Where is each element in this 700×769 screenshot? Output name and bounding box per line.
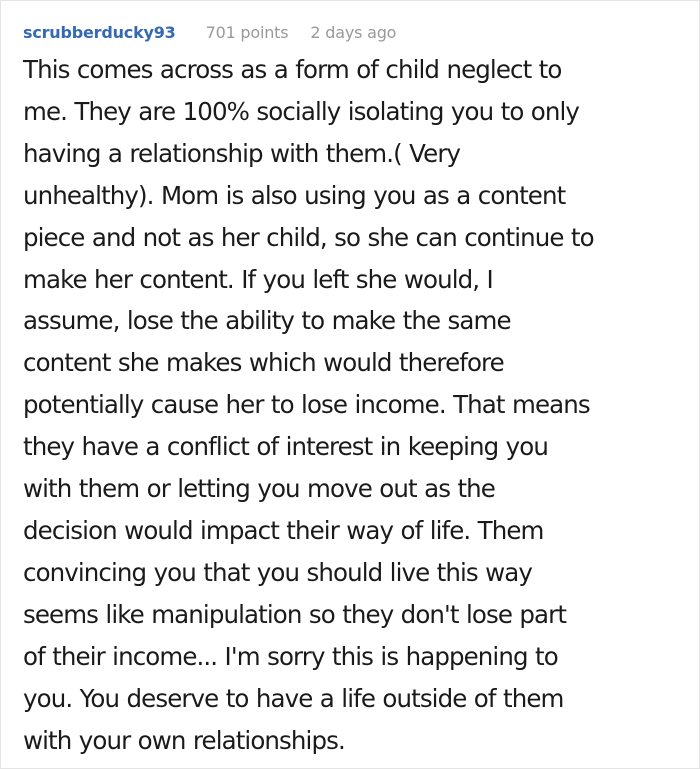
- comment-line: convincing you that you should live this way: [23, 557, 532, 587]
- comment-meta: [23, 20, 396, 44]
- comment-line: content she makes which would therefore: [23, 348, 504, 378]
- comment-username-link[interactable]: scrubberducky93: [23, 22, 176, 42]
- comment-points: 701 points: [205, 22, 289, 42]
- comment-timestamp: 2 days ago: [310, 22, 397, 42]
- comment-line: make her content. If you left she would, I: [23, 264, 493, 294]
- comment-line: me. They are 100% socially isolating you to only: [23, 96, 580, 126]
- comment-line: with your own relationships.: [23, 725, 345, 755]
- comment-line: piece and not as her child, so she can continue to: [23, 222, 594, 252]
- comment-line: they have a conflict of interest in keeping you: [23, 432, 548, 462]
- comment-line: with them or letting you move out as the: [23, 474, 495, 504]
- comment-line: potentially cause her to lose income. That means: [23, 390, 590, 420]
- comment-line: This comes across as a form of child neglect to: [23, 55, 562, 84]
- comment-line: you. You deserve to have a life outside of them: [23, 683, 564, 713]
- comment-line: unhealthy). Mom is also using you as a content: [23, 180, 566, 210]
- comment-line: decision would impact their way of life. Them: [23, 515, 544, 545]
- comment-line: assume, lose the ability to make the same: [23, 306, 511, 336]
- comment-line: seems like manipulation so they don't lose part: [23, 599, 567, 629]
- comment-line: of their income... I'm sorry this is happening to: [23, 641, 558, 671]
- comment-body: [23, 49, 693, 761]
- comment-line: having a relationship with them.( Very: [23, 138, 461, 168]
